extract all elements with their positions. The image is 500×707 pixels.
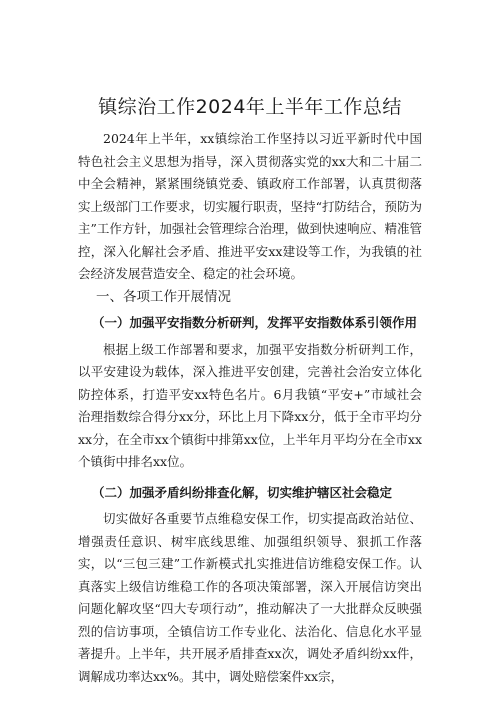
section-heading-1: 一、各项工作开展情况 — [96, 288, 231, 305]
subsection-2-paragraph: 切实做好各重要节点维稳安保工作，切实提高政治站位、增强责任意识、树牢底线思维、加强组织领导、狠抓工作落实，以“三包三建”工作新模式扎实推进信访维稳安保工作。认真落实上级信访维稳工作的各项决策部署，深入开展信访突出问题化解攻坚“四大专项行动”，推动解决了一大批群众反映强烈的信访事项，全镇信访工作专业化、法治化、信息化水平显著提升。上半年，共开展矛盾排查xx次，调处矛盾纠纷xx件，调解成功率达xx%。其中，调处赔偿案件xx宗， — [78, 511, 422, 684]
subsection-1-paragraph: 根据上级工作部署和要求，加强平安指数分析研判工作，以平安建设为载体，深入推进平安创建，完善社会治安立体化防控体系，打造平安xx特色名片。6月我镇“平安+”市域社会治理指数综合得分xx分，环比上月下降xx分，低于全市平均分xx分，在全市xx个镇街中排第xx位，上半年月平均分在全市xx个镇街中排名xx位。 — [78, 341, 422, 469]
document-title: 镇综治工作2024年上半年工作总结 — [98, 96, 402, 118]
intro-paragraph: 2024年上半年，xx镇综治工作坚持以习近平新时代中国特色社会主义思想为指导，深入贯彻落实党的xx大和二十届二中全会精神，紧紧围绕镇党委、镇政府工作部署，认真贯彻落实上级部门工作要求，切实履行职责，坚持“打防结合，预防为主”工作方针，加强社会管理综合治理，做到快速响应、精准管控，深入化解社会矛盾、推进平安xx建设等工作，为我镇的社会经济发展营造安全、稳定的社会环境。 — [78, 131, 422, 281]
subsection-heading-2: （二）加强矛盾纠纷排查化解，切实维护辖区社会稳定 — [92, 484, 393, 500]
subsection-heading-1: （一）加强平安指数分析研判，发挥平安指数体系引领作用 — [92, 315, 418, 330]
